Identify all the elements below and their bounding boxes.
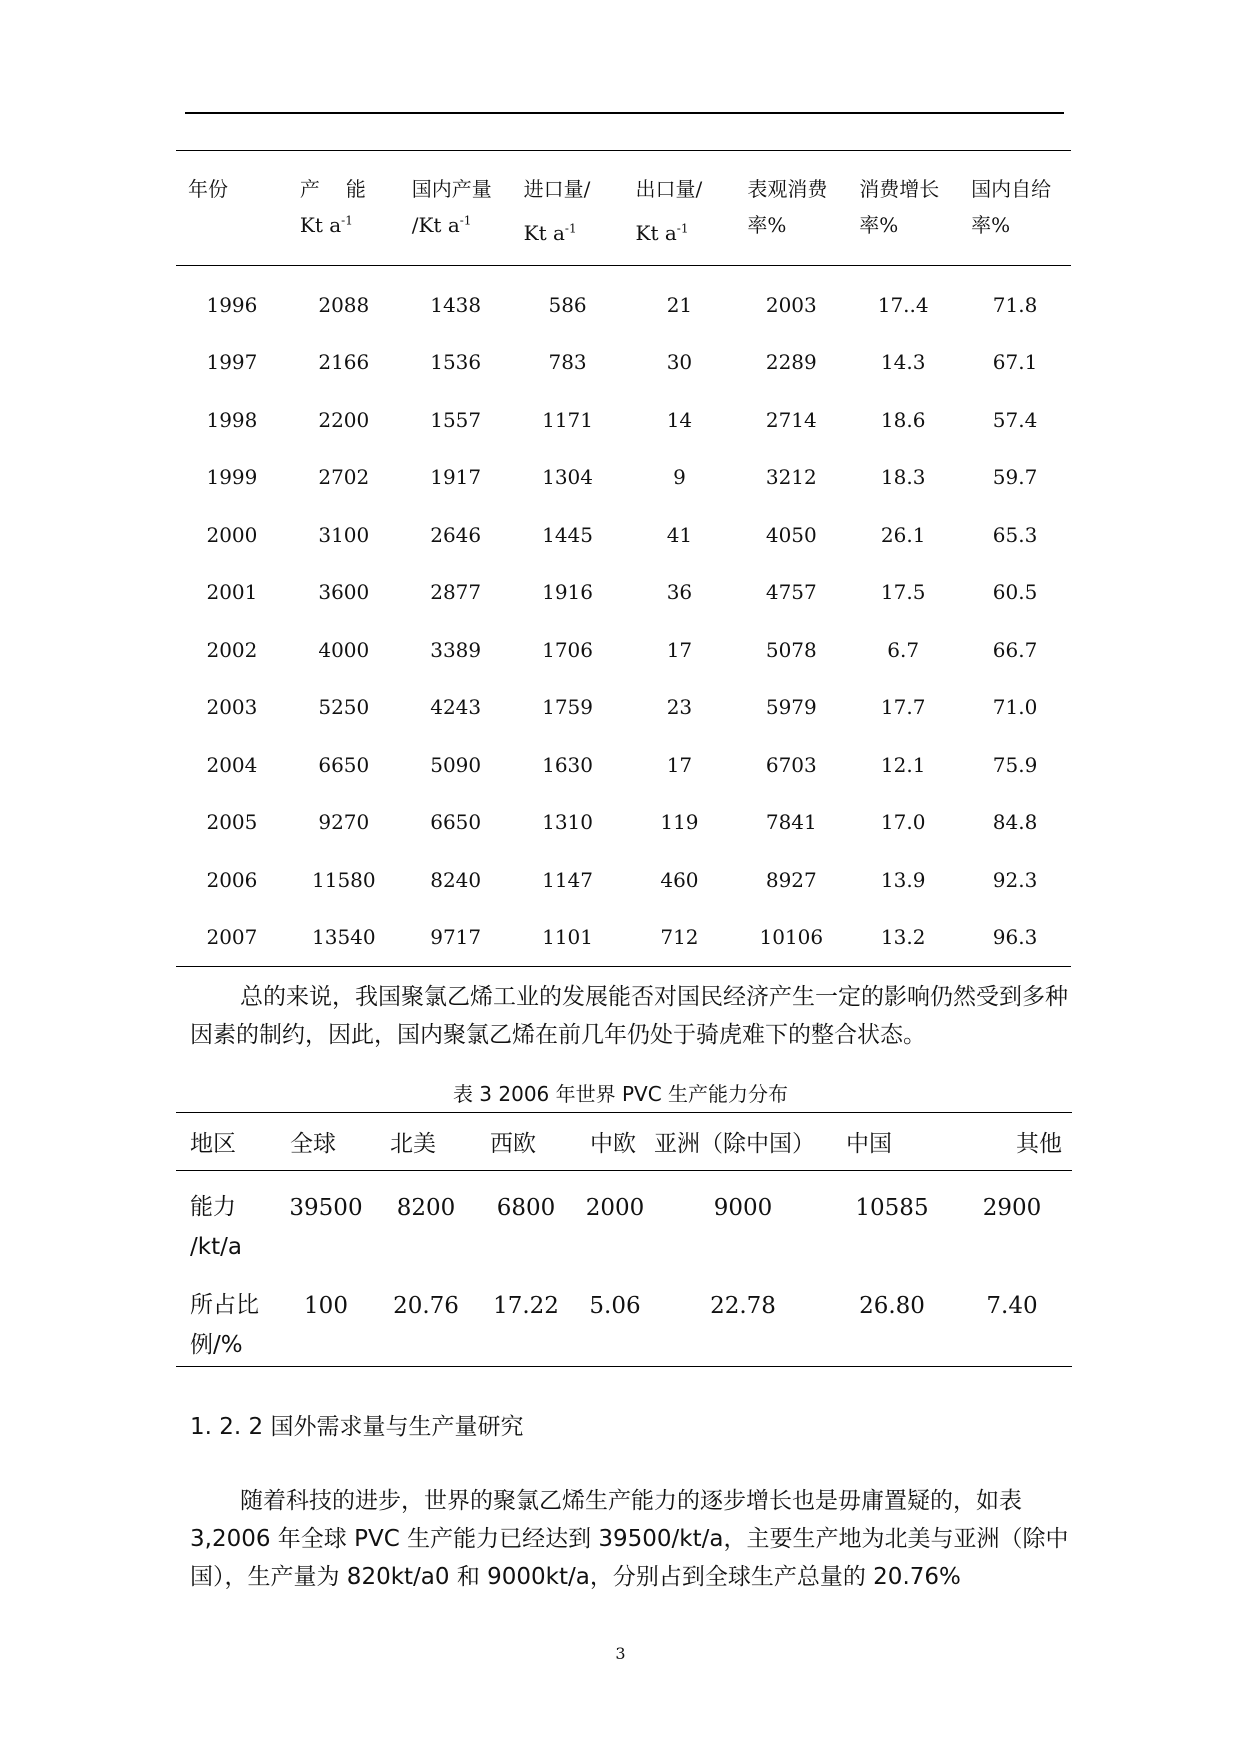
table-cell: 4243: [430, 695, 482, 720]
table-cell: 23: [666, 695, 693, 720]
table-cell: 7.40: [986, 1292, 1038, 1319]
header-domestic-output: 国内产量 /Kt $a^{-1}$: [400, 151, 512, 266]
table-cell: 67.1: [992, 350, 1038, 375]
table-cell: 783: [548, 350, 587, 375]
table-cell: 6703: [765, 752, 817, 777]
table-cell: 2166: [318, 350, 370, 375]
region-north-america: 北美: [390, 1131, 436, 1157]
table-cell: 30: [666, 350, 693, 375]
table-row: [176, 736, 1071, 794]
table-row: [176, 909, 1071, 967]
table-cell: 2900: [982, 1195, 1042, 1221]
table-cell: 71.8: [992, 292, 1038, 317]
table-cell: 1310: [542, 810, 594, 835]
table-cell: 1996: [206, 292, 258, 317]
table-cell: 4757: [765, 580, 817, 605]
table-cell: 1557: [430, 407, 482, 432]
table-cell: 2003: [206, 695, 258, 720]
table-cell: 17.22: [493, 1292, 559, 1319]
table-cell: 4050: [765, 522, 817, 547]
table-cell: 2006: [206, 867, 258, 892]
header-capacity-label: 产能: [299, 177, 392, 201]
row-label: 所占比 例/%: [190, 1291, 259, 1358]
table-cell: 8200: [396, 1195, 456, 1221]
table-row: [176, 1171, 1072, 1269]
paragraph-summary: 总的来说，我国聚氯乙烯工业的发展能否对国民经济产生一定的影响仍然受到多种因素的制约，因此，国内聚氯乙烯在前几年仍处于骑虎难下的整合状态。: [190, 984, 1068, 1048]
table-cell: 712: [660, 925, 699, 950]
table-cell: 2001: [206, 580, 258, 605]
table-cell: 5078: [765, 637, 817, 662]
table-header-row: [176, 151, 1071, 266]
table-cell: 1916: [542, 580, 594, 605]
table-cell: 17.7: [880, 695, 926, 720]
table-cell: 41: [666, 522, 693, 547]
region-header: 地区: [190, 1131, 236, 1157]
section-heading: 1. 2. 2 国外需求量与生产量研究: [190, 1414, 524, 1440]
table-cell: 14.3: [880, 350, 926, 375]
table-cell: 119: [660, 810, 699, 835]
header-imports-unit: Kt $a^{-1}$: [523, 221, 577, 245]
table-cell: 2002: [206, 637, 258, 662]
table-cell: 36: [666, 580, 693, 605]
table-cell: 57.4: [992, 407, 1038, 432]
page-number: 3: [615, 1644, 626, 1663]
header-capacity: [288, 151, 400, 266]
table-cell: 17: [666, 752, 693, 777]
table-cell: 2088: [318, 292, 370, 317]
table-cell: 59.7: [992, 465, 1038, 490]
region-west-europe: 西欧: [490, 1131, 536, 1157]
table-cell: 3389: [430, 637, 482, 662]
table-header-row: [176, 1113, 1072, 1171]
paragraph-world-capacity: 随着科技的进步，世界的聚氯乙烯生产能力的逐步增长也是毋庸置疑的，如表 3,2006 年全球 PVC 生产能力已经达到 39500/kt/a，主要生产地为北美与亚洲（除中国），生产量为 820kt/a0 和 9000kt/a，分别占到全球生产总量的 20.76%: [190, 1488, 1069, 1590]
table-cell: 1171: [542, 407, 594, 432]
table-cell: 2289: [765, 350, 817, 375]
table-cell: 75.9: [992, 752, 1038, 777]
table-row: [176, 621, 1071, 679]
table-caption: 表 3 2006 年世界 PVC 生产能力分布: [452, 1082, 789, 1106]
table-cell: 10106: [759, 925, 824, 950]
table-cell: 1917: [430, 465, 482, 490]
table-cell: 66.7: [992, 637, 1038, 662]
table-cell: 13.9: [880, 867, 926, 892]
table-cell: 1438: [430, 292, 482, 317]
table-cell: 11580: [312, 867, 376, 892]
table-cell: 1997: [206, 350, 258, 375]
table-cell: 6650: [430, 810, 482, 835]
table-cell: 21: [666, 292, 693, 317]
region-asia-excl-china: 亚洲（除中国）: [654, 1131, 815, 1157]
header-rule: [185, 112, 1064, 114]
table-cell: 22.78: [710, 1292, 776, 1319]
table-cell: 3100: [318, 522, 370, 547]
table-cell: 100: [304, 1292, 348, 1319]
header-capacity-unit: Kt $a^{-1}$: [299, 213, 353, 237]
region-central-europe: 中欧: [590, 1131, 636, 1157]
header-exports-unit: Kt $a^{-1}$: [635, 221, 689, 245]
table-cell: 460: [660, 867, 699, 892]
table-cell: 6650: [318, 752, 370, 777]
table-cell: 9270: [318, 810, 370, 835]
table-cell: 2877: [430, 580, 482, 605]
table-cell: 2005: [206, 810, 258, 835]
table-cell: 65.3: [992, 522, 1038, 547]
table-cell: 18.6: [880, 407, 926, 432]
header-apparent-consumption: 表观消费 率%: [747, 177, 828, 237]
table-cell: 5090: [430, 752, 482, 777]
table-cell: 6800: [496, 1195, 556, 1221]
table-cell: 9000: [713, 1195, 773, 1221]
table-cell: 586: [548, 292, 587, 317]
table-cell: 39500: [289, 1195, 363, 1221]
table-cell: 96.3: [992, 925, 1038, 950]
table-cell: 12.1: [880, 752, 926, 777]
table-row: [176, 266, 1071, 334]
table-cell: 5.06: [589, 1292, 641, 1319]
header-exports: 出口量/ Kt $a^{-1}$: [624, 151, 736, 266]
table-cell: 3600: [318, 580, 370, 605]
header-domestic-output-unit: /Kt $a^{-1}$: [411, 213, 472, 237]
table-cell: 1536: [430, 350, 482, 375]
table-cell: 2200: [318, 407, 370, 432]
table-cell: 1999: [206, 465, 258, 490]
header-consumption-growth: 消费增长 率%: [859, 177, 940, 237]
table-row: [176, 679, 1071, 737]
table-cell: 9: [673, 465, 686, 490]
table-cell: 26.80: [859, 1292, 925, 1319]
table-cell: 1706: [542, 637, 594, 662]
table-cell: 5250: [318, 695, 370, 720]
table-row: [176, 391, 1071, 449]
table-cell: 2000: [206, 522, 258, 547]
table-row: [176, 449, 1071, 507]
table-row: [176, 506, 1071, 564]
table-cell: 2702: [318, 465, 370, 490]
table-cell: 26.1: [880, 522, 926, 547]
header-self-sufficiency: 国内自给 率%: [971, 177, 1052, 237]
table-cell: 2000: [585, 1195, 645, 1221]
table-cell: 13.2: [880, 925, 926, 950]
table-cell: 2003: [765, 292, 817, 317]
table-cell: 2646: [430, 522, 482, 547]
table-cell: 71.0: [992, 695, 1038, 720]
table-cell: 2714: [765, 407, 817, 432]
table-cell: 1759: [542, 695, 594, 720]
table-cell: 6.7: [887, 637, 920, 662]
table-row: [176, 334, 1071, 392]
header-year: 年份: [188, 177, 228, 201]
row-label: 能力 /kt/a: [190, 1194, 242, 1260]
table-cell: 17: [666, 637, 693, 662]
table-cell: 1101: [542, 925, 594, 950]
table-cell: 8240: [430, 867, 482, 892]
table-row: [176, 851, 1071, 909]
table-row: [176, 1269, 1072, 1367]
region-other: 其他: [1016, 1131, 1062, 1157]
world-pvc-capacity-table: [176, 1112, 1072, 1367]
table-cell: 92.3: [992, 867, 1038, 892]
table-cell: 20.76: [393, 1292, 459, 1319]
table-cell: 17..4: [877, 292, 929, 317]
table-cell: 7841: [765, 810, 817, 835]
table-cell: 60.5: [992, 580, 1038, 605]
table-cell: 17.5: [880, 580, 926, 605]
region-china: 中国: [846, 1131, 892, 1157]
table-cell: 2007: [206, 925, 258, 950]
pvc-data-table: [176, 150, 1071, 967]
header-imports: 进口量/ Kt $a^{-1}$: [512, 151, 624, 266]
table-cell: 1445: [542, 522, 594, 547]
table-cell: 1147: [542, 867, 594, 892]
table-cell: 13540: [312, 925, 376, 950]
table-row: [176, 794, 1071, 852]
table-cell: 4000: [318, 637, 370, 662]
table-cell: 1630: [542, 752, 594, 777]
table-cell: 1998: [206, 407, 258, 432]
table-cell: 84.8: [992, 810, 1038, 835]
table-cell: 14: [666, 407, 693, 432]
table-cell: 8927: [765, 867, 817, 892]
region-global: 全球: [290, 1131, 336, 1157]
table-cell: 3212: [765, 465, 817, 490]
table-cell: 18.3: [880, 465, 926, 490]
table-cell: 2004: [206, 752, 258, 777]
table-cell: 17.0: [880, 810, 926, 835]
table-cell: 10585: [855, 1195, 929, 1221]
table-cell: 5979: [765, 695, 817, 720]
table-cell: 1304: [542, 465, 594, 490]
table-cell: 9717: [430, 925, 482, 950]
table-row: [176, 564, 1071, 622]
